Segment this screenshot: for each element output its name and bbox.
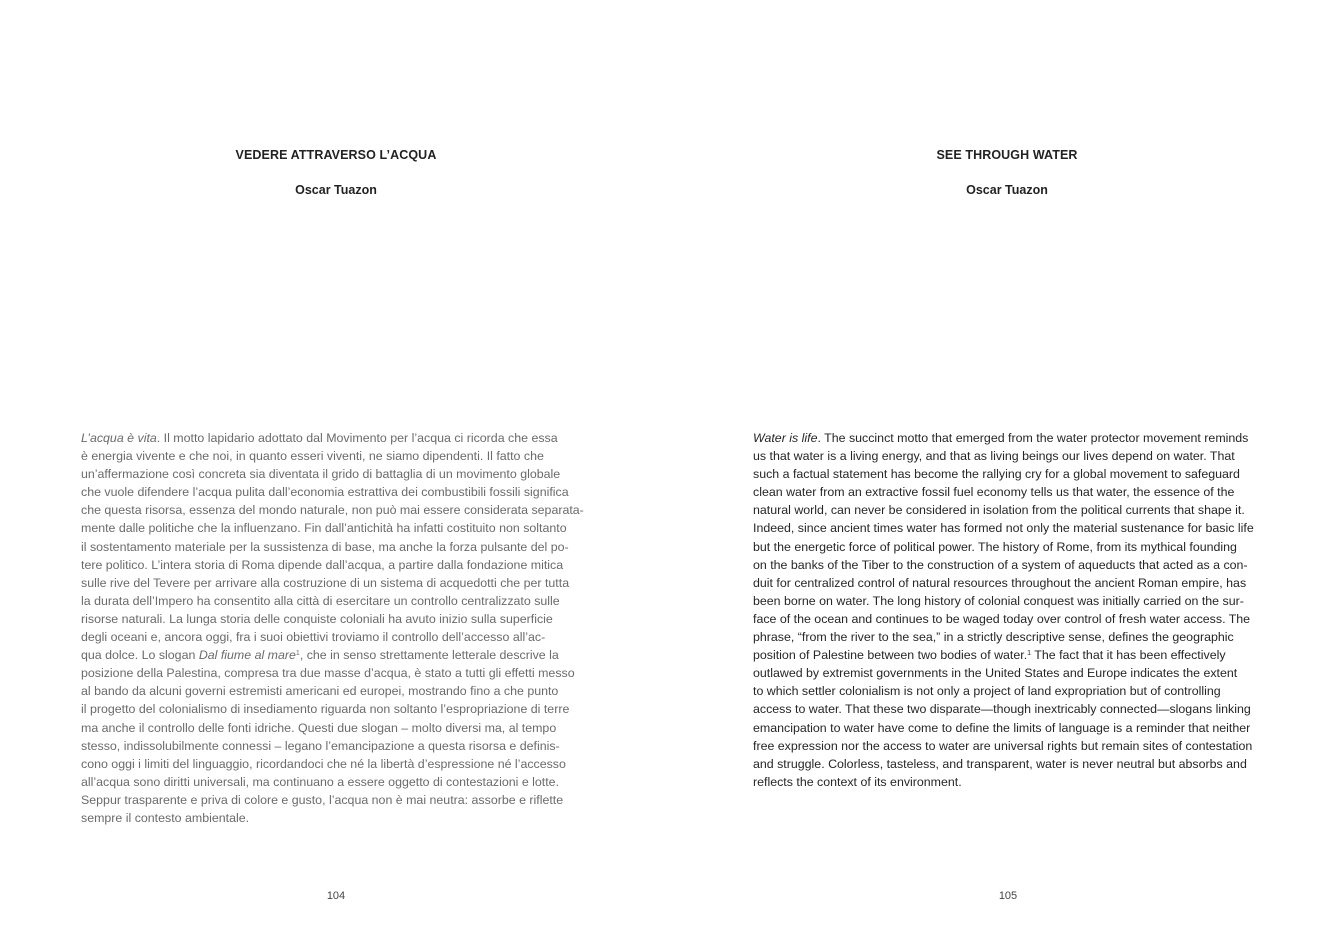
page-number-right: 105 <box>998 890 1018 902</box>
line-text: outlawed by extremist governments in the United States and Europe indicates the extent <box>753 666 1238 681</box>
line-text-pre: position of Palestine between two bodies of water. <box>753 648 1028 663</box>
text-line <box>81 538 593 556</box>
line-text: , che in senso strettamente letterale descrive la <box>299 648 559 663</box>
text-line <box>753 483 1265 501</box>
text-line <box>81 682 593 700</box>
text-line <box>81 465 593 483</box>
line-text: cono oggi i limiti del linguaggio, ricordandoci che né la libertà d’espressione né l’accesso <box>81 756 566 771</box>
text-line <box>81 700 593 718</box>
text-line <box>81 447 593 465</box>
line-text: and struggle. Colorless, tasteless, and transparent, water is never neutral but absorbs and <box>753 756 1247 771</box>
line-text: clean water from an extractive fossil fuel economy tells us that water, the essence of the <box>753 485 1235 500</box>
text-line <box>753 719 1265 737</box>
page-title-italian: VEDERE ATTRAVERSO L’ACQUA <box>235 148 437 162</box>
line-text: Seppur trasparente e priva di colore e gusto, l’acqua non è mai neutra: assorbe e riflette <box>81 792 564 807</box>
text-line <box>81 737 593 755</box>
text-line <box>753 447 1265 465</box>
text-line <box>753 773 1265 791</box>
line-text: mente dalle politiche che la influenzano. Fin dall’antichità ha infatti costituito non soltanto <box>81 521 567 536</box>
line-text: but the energetic force of political power. The history of Rome, from its mythical founding <box>753 539 1237 554</box>
text-line <box>753 556 1265 574</box>
text-line <box>81 791 593 809</box>
right-page <box>672 0 1344 949</box>
line-text: è energia vivente e che noi, in quanto esseri viventi, ne siamo dipendenti. Il fatto che <box>81 449 544 464</box>
line-text: posizione della Palestina, compresa tra due masse d’acqua, è stato a tutti gli effetti messo <box>81 666 575 681</box>
text-line <box>81 773 593 791</box>
line-text: reflects the context of its environment. <box>753 774 962 789</box>
line-text: tere politico. L’intera storia di Roma dipende dall’acqua, a partire dalla fondazione mitica <box>81 557 564 572</box>
italic-phrase: Dal fiume al mare <box>198 648 296 663</box>
text-line <box>753 465 1265 483</box>
line-text: natural world, can never be considered in isolation from the political currents that shape it. <box>753 503 1245 518</box>
line-text: sulle rive del Tevere per arrivare alla costruzione di un sistema di acquedotti che per tutta <box>81 575 570 590</box>
line-text: . Il motto lapidario adottato dal Movimento per l’acqua ci ricorda che essa <box>156 431 558 445</box>
text-line <box>753 628 1265 646</box>
text-line <box>753 682 1265 700</box>
line-text: on the banks of the Tiber to the construction of a system of aqueducts that acted as a con- <box>753 557 1248 572</box>
text-line <box>81 592 593 610</box>
text-line <box>81 501 593 519</box>
text-line <box>81 610 593 628</box>
line-text: un’affermazione così concreta sia diventata il grido di battaglia di un movimento globale <box>81 467 561 482</box>
author-name-italian: Oscar Tuazon <box>295 183 377 197</box>
line-text: il sostentamento materiale per la sussistenza di base, ma anche la forza pulsante del po- <box>81 539 569 554</box>
line-text: duit for centralized control of natural resources throughout the ancient Roman empire, has <box>753 575 1247 590</box>
line-text: such a factual statement has become the rallying cry for a global movement to safeguard <box>753 467 1240 482</box>
line-text: il progetto del colonialismo di insediamento riguarda non soltanto l’espropriazione di terre <box>81 702 570 717</box>
text-line <box>753 592 1265 610</box>
text-line <box>753 646 1265 664</box>
line-text: emancipation to water have come to define the limits of language is a reminder that neither <box>753 720 1251 735</box>
italic-phrase: L’acqua è vita <box>81 431 157 445</box>
page-number-left: 104 <box>326 890 346 902</box>
body-text-english <box>753 429 1265 791</box>
line-text: free expression nor the access to water are universal rights but remain sites of contestation <box>753 738 1253 753</box>
text-line <box>81 719 593 737</box>
line-text: risorse naturali. La lunga storia delle conquiste coloniali ha avuto inizio sulla superficie <box>81 611 553 626</box>
text-line <box>81 664 593 682</box>
text-line <box>81 556 593 574</box>
text-line <box>81 646 593 664</box>
line-text: been borne on water. The long history of colonial conquest was initially carried on the sur- <box>753 593 1244 608</box>
text-line <box>753 519 1265 537</box>
line-text: stesso, indissolubilmente connessi – legano l’emancipazione a questa risorsa e definis- <box>81 738 560 753</box>
page-title-english: SEE THROUGH WATER <box>936 148 1078 162</box>
line-text: The fact that it has been effectively <box>1031 648 1226 663</box>
body-text-italian <box>81 429 593 827</box>
line-text-pre: qua dolce. Lo slogan <box>81 648 199 663</box>
text-line <box>81 755 593 773</box>
line-text: . The succinct motto that emerged from the water protector movement reminds <box>817 431 1249 445</box>
footnote-marker: 1 <box>1027 650 1032 658</box>
line-text: us that water is a living energy, and that as living beings our lives depend on water. That <box>753 449 1235 464</box>
text-line <box>81 628 593 646</box>
text-line <box>753 574 1265 592</box>
text-line <box>81 429 593 447</box>
text-line <box>81 519 593 537</box>
footnote-marker: 1 <box>295 650 300 658</box>
text-line <box>753 664 1265 682</box>
author-name-english: Oscar Tuazon <box>966 183 1048 197</box>
text-line <box>81 483 593 501</box>
line-text: che questa risorsa, essenza del mondo naturale, non può mai essere considerata separata- <box>81 503 584 518</box>
line-text: degli oceani e, ancora oggi, fra i suoi obiettivi troviamo il controllo dell’accesso all’ac- <box>81 630 546 645</box>
line-text: Indeed, since ancient times water has formed not only the material sustenance for basic life <box>753 521 1254 536</box>
text-line <box>753 737 1265 755</box>
line-text: face of the ocean and continues to be waged today over control of fresh water access. The <box>753 611 1251 626</box>
line-text: phrase, “from the river to the sea,” in a strictly descriptive sense, defines the geographic <box>753 630 1234 645</box>
text-line <box>753 538 1265 556</box>
text-line <box>81 809 593 827</box>
line-text: al bando da alcuni governi estremisti americani ed europei, mostrando fino a che punto <box>81 684 559 699</box>
text-line <box>753 755 1265 773</box>
line-text: ma anche il controllo delle fonti idriche. Questi due slogan – molto diversi ma, al tempo <box>81 720 557 735</box>
text-line <box>753 429 1265 447</box>
line-text: la durata dell’Impero ha consentito alla città di esercitare un controllo centralizzato sulle <box>81 593 560 608</box>
line-text: access to water. That these two disparate—though inextricably connected—slogans linking <box>753 702 1251 717</box>
text-line <box>753 700 1265 718</box>
line-text: che vuole difendere l’acqua pulita dall’economia estrattiva dei combustibili fossili significa <box>81 485 569 500</box>
text-line <box>81 574 593 592</box>
line-text: sempre il contesto ambientale. <box>81 810 250 825</box>
line-text: to which settler colonialism is not only a project of land expropriation but of controlling <box>753 684 1221 699</box>
text-line <box>753 501 1265 519</box>
line-text: all’acqua sono diritti universali, ma continuano a essere oggetto di contestazioni e lotte. <box>81 774 560 789</box>
text-line <box>753 610 1265 628</box>
italic-phrase: Water is life <box>753 431 818 445</box>
